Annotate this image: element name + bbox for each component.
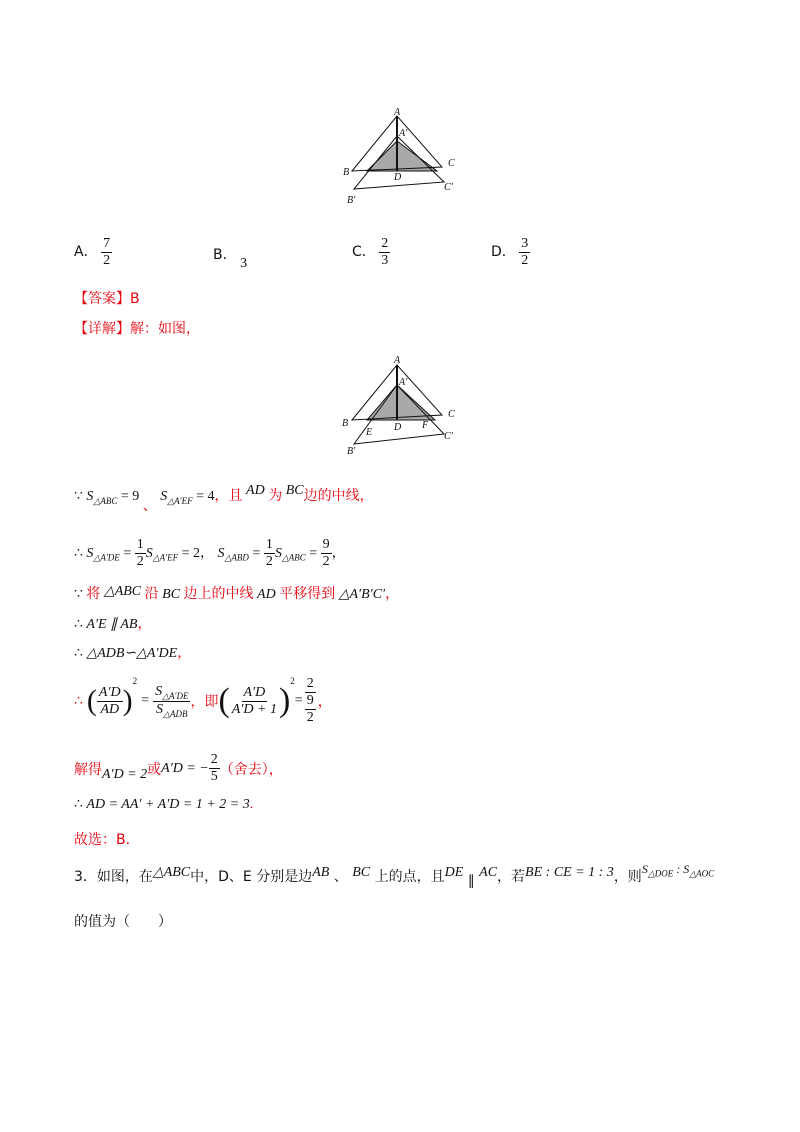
option-d-letter: D． <box>491 243 516 260</box>
exponent: 2 <box>132 676 138 686</box>
option-c-num: 2 <box>379 236 390 253</box>
text: 中，D、E 分别是边 <box>190 869 313 885</box>
label-a-prime: A′ <box>399 128 408 139</box>
option-c-letter: C． <box>352 243 376 260</box>
paren-left: ( <box>218 682 230 720</box>
solution-line-7 <box>74 752 283 785</box>
fraction-half: $\frac{1}{2}$ <box>136 537 144 570</box>
parallel-symbol: ∥ <box>467 874 475 889</box>
detail-text: 解：如图， <box>130 321 200 337</box>
answer-line <box>74 288 140 308</box>
because-symbol: ∵ <box>74 489 83 504</box>
area-ratio: $S_{\triangle DOE}$ : $S_{\triangle AOC}$ <box>641 862 715 879</box>
fraction-half: $\frac{1}{2}$ <box>265 537 273 570</box>
option-c-den: 3 <box>381 253 389 269</box>
similarity-statement: △ADB∽△A′DE <box>86 646 178 661</box>
detail-tag: 【详解】 <box>74 321 130 337</box>
text: 平移得到 <box>279 586 336 602</box>
solution-line-2 <box>74 537 346 570</box>
label-c: C <box>448 409 455 420</box>
area-symbol: S <box>86 545 94 561</box>
label-d: D <box>394 422 402 433</box>
segment-bc: BC <box>162 587 181 602</box>
therefore-symbol: ∴ <box>74 617 83 632</box>
solution-line-8 <box>74 796 253 813</box>
area-symbol: S <box>86 489 94 504</box>
label-d: D <box>394 172 402 183</box>
detail-line <box>74 318 200 338</box>
comma: ， <box>331 544 346 561</box>
area-subscript: △A′EF <box>167 495 193 506</box>
triangle-a-prime: △A′B′C′ <box>338 587 386 602</box>
segment-ac: AC <box>479 865 498 880</box>
therefore-symbol: ∴ <box>74 797 83 812</box>
area-subscript: △ABC <box>281 552 306 563</box>
separator: 、 <box>333 869 348 885</box>
comma: ， <box>177 645 192 661</box>
ratio-be-ce: BE : CE = 1 : 3 <box>525 865 614 880</box>
final-choice: 故选：B． <box>74 832 140 848</box>
segment-ab: AB <box>312 865 330 880</box>
paren-right: ) <box>278 682 291 720</box>
segment-ad: AD <box>257 587 276 602</box>
option-d-fraction <box>519 236 530 269</box>
area-symbol: S <box>217 545 225 561</box>
label-e: E <box>366 427 373 438</box>
period: . <box>249 797 254 812</box>
comma: ， <box>137 616 152 632</box>
option-a <box>74 236 112 269</box>
segment-bc: BC <box>285 483 304 498</box>
comma: ， <box>200 544 215 561</box>
solution-line-5 <box>74 642 191 662</box>
triangle-abc: △ABC <box>152 865 191 880</box>
solution-line-4 <box>74 613 151 633</box>
result-2: = 2 <box>178 545 201 561</box>
area-subscript: △A′DE <box>93 552 120 563</box>
option-b-letter: B． <box>213 247 237 263</box>
option-a-letter: A． <box>74 243 98 260</box>
or-text: 或 <box>147 761 162 778</box>
text: 沿 <box>144 586 159 602</box>
equals: = <box>294 693 303 709</box>
option-c <box>352 236 390 269</box>
answer-value: B <box>130 291 140 307</box>
triangle-abc: △ABC <box>103 584 142 599</box>
question-3 <box>74 862 715 889</box>
text: ，则 <box>613 869 642 885</box>
and-text: ，且 <box>214 488 243 504</box>
solution-line-3 <box>74 583 399 603</box>
segment-de: DE <box>444 865 464 880</box>
therefore-symbol: ∴ <box>74 545 83 561</box>
ratio-fraction: $\frac{A'D}{AD}$ <box>98 684 121 717</box>
rejected-note: （舍去）， <box>219 761 283 778</box>
rejected-value: A′D = − <box>161 760 209 776</box>
option-b-value: 3 <box>240 256 248 271</box>
solution-line-1 <box>74 483 374 514</box>
because-symbol: ∵ <box>74 587 83 602</box>
solution-line-6: ∴ ( $\frac{A'D}{AD}$ ) $^2$ = $\frac{S_{\triangle A'DE}}{S_{\triangle ADB}}$ ，即 ( $\frac{A'D}{A'D + 1}$ ) $^2$ = $\frac{2}{\frac{9}{2}}$ ， <box>74 676 332 726</box>
text: 边上的中线 <box>183 586 254 602</box>
area-ratio: $\frac{S_{\triangle A'DE}}{S_{\triangle ADB}}$ <box>155 683 189 719</box>
text: 解得 <box>74 761 102 778</box>
label-c-prime: C′ <box>444 431 453 442</box>
answer-tag: 【答案】 <box>74 291 130 307</box>
option-a-den: 2 <box>103 253 111 269</box>
option-a-fraction <box>101 236 112 269</box>
question-number: 3．如图，在 <box>74 869 153 885</box>
fraction-nine-halves: $\frac{9}{2}$ <box>322 537 330 570</box>
option-c-fraction <box>379 236 390 269</box>
option-d-num: 3 <box>519 236 530 253</box>
value-4: = 4 <box>192 489 215 504</box>
text: 上的点，且 <box>374 869 445 885</box>
geometry-figure-2 <box>330 352 470 460</box>
wei-text: 为 <box>268 488 283 504</box>
label-f: F <box>422 420 429 431</box>
question-prompt: 的值为（ ） <box>74 914 172 930</box>
shaded-triangle <box>367 141 437 171</box>
question-3-line-2 <box>74 911 172 931</box>
label-a: A <box>394 355 401 366</box>
label-b-prime: B′ <box>347 446 356 457</box>
parallel-statement: A′E ∥ AB <box>86 617 138 632</box>
equals: = <box>119 545 135 561</box>
fraction-two-fifths: $\frac{2}{5}$ <box>210 752 218 785</box>
segment-ad: AD <box>246 483 265 498</box>
area-subscript: △ABD <box>224 552 249 563</box>
text: 将 <box>86 586 101 602</box>
therefore-symbol: ∴ <box>74 693 83 709</box>
geometry-figure-1 <box>330 103 470 211</box>
therefore-symbol: ∴ <box>74 646 83 661</box>
comma: ， <box>385 586 400 602</box>
separator: 、 <box>142 498 157 514</box>
shaded-triangle <box>367 385 435 420</box>
complex-fraction: $\frac{2}{\frac{9}{2}}$ <box>306 676 314 726</box>
label-b-prime: B′ <box>347 195 356 206</box>
comma: ， <box>317 694 332 711</box>
area-symbol: S <box>160 489 168 504</box>
label-b: B <box>343 167 350 178</box>
option-d <box>491 236 530 269</box>
value-9: = 9 <box>117 489 140 504</box>
final-calculation: AD = AA′ + A′D = 1 + 2 = 3 <box>86 797 250 812</box>
paren-right: ) <box>122 684 133 718</box>
text: ，若 <box>497 869 526 885</box>
equals: = <box>305 545 321 561</box>
label-c: C <box>448 158 455 169</box>
option-d-den: 2 <box>521 253 529 269</box>
option-b <box>213 244 248 271</box>
area-symbol: S <box>145 545 153 561</box>
median-text: 边的中线， <box>303 488 374 504</box>
paren-left: ( <box>86 684 97 718</box>
equals: = <box>248 545 264 561</box>
area-subscript: △A′EF <box>152 552 179 563</box>
label-b: B <box>342 418 349 429</box>
label-c-prime: C′ <box>444 182 453 193</box>
exponent: 2 <box>290 676 295 686</box>
solution-line-9 <box>74 829 140 849</box>
label-a: A <box>394 107 401 118</box>
option-a-num: 7 <box>101 236 112 253</box>
solution-value: A′D = 2 <box>102 766 148 782</box>
label-a-prime: A′ <box>399 377 408 388</box>
ji-text: ，即 <box>190 694 219 711</box>
ratio-fraction-2: $\frac{A'D}{A'D + 1}$ <box>231 684 277 717</box>
area-subscript: △ABC <box>93 495 118 506</box>
area-symbol: S <box>274 545 282 561</box>
segment-bc: BC <box>352 865 371 880</box>
